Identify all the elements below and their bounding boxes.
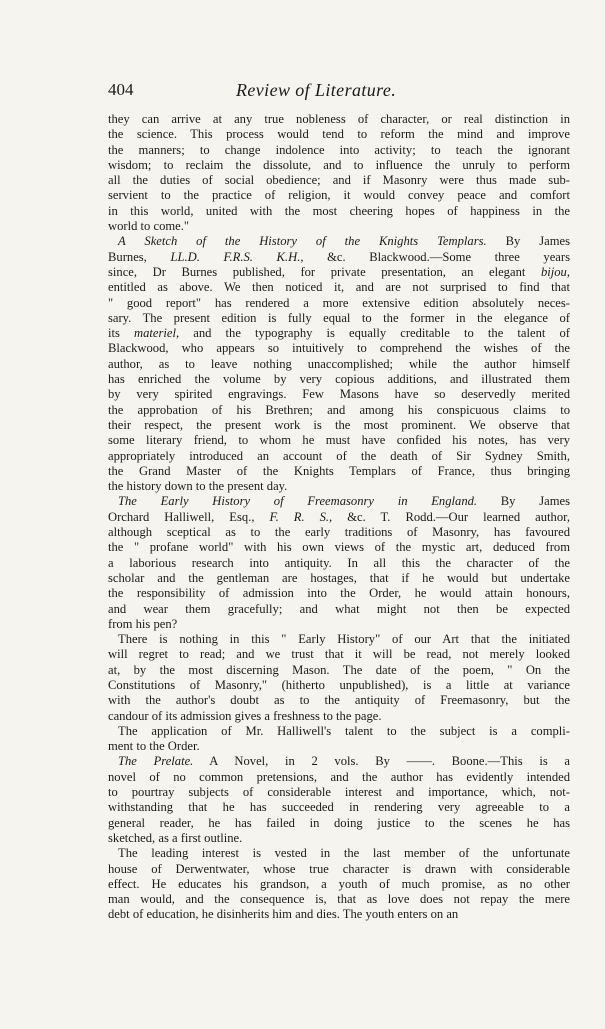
text-run: at, by the most discerning Mason. The date of the poem, " On the [108, 662, 570, 677]
text-run: although sceptical as to the early traditions of Masonry, has favoured [108, 525, 570, 540]
text-run: some literary friend, to whom he must have confided his notes, has very [108, 433, 570, 448]
text-line [108, 464, 570, 479]
text-line [108, 158, 570, 173]
text-run: sketched, as a first outline. [108, 830, 243, 845]
italic-run: The Early History of Freemasonry in England. [118, 494, 478, 509]
text-run: and the typography is equally creditable to the talent of [179, 326, 570, 341]
paragraph [108, 112, 570, 234]
text-line [108, 494, 570, 509]
text-line [108, 418, 570, 433]
italic-run: F. R. S., [269, 509, 333, 524]
text-run: " good report" has rendered a more extensive edition absolutely neces- [108, 295, 570, 310]
text-line [108, 525, 570, 540]
text-line [108, 204, 570, 219]
text-line [108, 647, 570, 662]
paragraph [108, 846, 570, 922]
text-run: from his pen? [108, 616, 178, 631]
text-run: its [108, 326, 135, 341]
running-title: Review of Literature. [236, 80, 397, 100]
text-run: the approbation of his Brethren; and among his conspicuous claims to [108, 402, 570, 417]
text-line [108, 540, 570, 555]
text-line [108, 846, 570, 861]
text-line [108, 433, 570, 448]
text-line [108, 693, 570, 708]
text-run: Blackwood, who appears so intuitively to comprehend the wishes of the [108, 341, 570, 356]
italic-run: A Sketch of the History of the Knights Templars. [118, 234, 487, 249]
paragraph [108, 724, 570, 755]
page-header [108, 80, 568, 102]
text-line [108, 586, 570, 601]
paragraph [108, 754, 570, 846]
text-line [108, 250, 570, 265]
text-line [108, 387, 570, 402]
text-line [108, 663, 570, 678]
text-line [108, 265, 570, 280]
text-line [108, 556, 570, 571]
text-run: a laborious research into antiquity. In all this the character of the [108, 555, 570, 570]
text-line [108, 372, 570, 387]
text-run: with the author's doubt as to the antiquity of Freemasonry, but the [108, 693, 570, 708]
text-run: has enriched the volume by very copious additions, and illustrated them [108, 372, 570, 387]
text-line [108, 862, 570, 877]
text-line [108, 357, 570, 372]
text-line [108, 678, 570, 693]
text-line [108, 449, 570, 464]
text-run: world to come." [108, 219, 190, 234]
text-line [108, 479, 570, 494]
text-line [108, 311, 570, 326]
text-run: By James [486, 234, 570, 249]
text-run: and wear them gracefully; and what might not then be expected [108, 601, 570, 616]
text-run: the science. This process would tend to reform the mind and improve [108, 127, 570, 142]
text-line [108, 800, 570, 815]
paragraph [108, 234, 570, 494]
text-run: There is nothing in this " Early History" of our Art that the initiated [118, 632, 570, 647]
text-line [108, 709, 570, 724]
text-line [108, 770, 570, 785]
text-run: scholar and the gentleman are hostages, that if he would but undertake [108, 570, 570, 585]
text-run: Orchard Halliwell, Esq., [108, 509, 270, 524]
text-run: general reader, he has failed in doing justice to the scenes he has [108, 815, 570, 830]
italic-run: bijou, [540, 264, 570, 279]
text-run: appropriately introduced an account of the death of Sir Sydney Smith, [108, 448, 570, 463]
text-line [108, 816, 570, 831]
text-line [108, 280, 570, 295]
text-line [108, 724, 570, 739]
text-line [108, 143, 570, 158]
text-run: house of Derwentwater, whose true character is drawn with considerable [108, 861, 570, 876]
text-line [108, 188, 570, 203]
text-run: man would, and the consequence is, that as love does not repay the mere [108, 892, 570, 907]
text-line [108, 341, 570, 356]
text-line [108, 571, 570, 586]
text-line [108, 296, 570, 311]
text-run: since, Dr Burnes published, for private presentation, an elegant [108, 264, 541, 279]
text-run: entitled as above. We then noticed it, and are not surprised to find that [108, 280, 570, 295]
text-run: debt of education, he disinherits him and dies. The youth enters on an [108, 907, 459, 922]
text-line [108, 127, 570, 142]
text-line [108, 112, 570, 127]
body-text [108, 112, 570, 923]
text-line [108, 219, 570, 234]
text-run: candour of its admission gives a freshness to the page. [108, 708, 382, 723]
text-run: withstanding that he has succeeded in rendering very agreeable to a [108, 800, 570, 815]
text-line [108, 877, 570, 892]
text-line [108, 831, 570, 846]
text-run: the Grand Master of the Knights Templars of France, thus bringing [108, 463, 570, 478]
text-run: author, as to leave nothing unaccomplished; while the author himself [108, 356, 570, 371]
text-line [108, 892, 570, 907]
text-line [108, 510, 570, 525]
text-line [108, 234, 570, 249]
text-run: wisdom; to reclaim the dissolute, and to influence the unruly to perform [108, 157, 570, 172]
text-run: the " profane world" with his own views of the mystic art, deduced from [108, 540, 570, 555]
text-run: in this world, united with the most cheering hopes of happiness in the [108, 203, 570, 218]
text-run: they can arrive at any true nobleness of character, or real distinction in [108, 112, 570, 126]
text-run: the manners; to change indolence into activity; to teach the ignorant [108, 142, 570, 157]
text-run: to pourtray subjects of considerable interest and importance, which, not- [108, 785, 570, 800]
text-run: &c. Blackwood.—Some three years [303, 249, 570, 264]
text-run: effect. He educates his grandson, a youth of much promise, as no other [108, 876, 570, 891]
text-run: will regret to read; and we trust that it will be read, not merely looked [108, 647, 570, 662]
text-line [108, 602, 570, 617]
text-run: the responsibility of admission into the Order, he would attain honours, [108, 586, 570, 601]
text-run: A Novel, in 2 vols. By ——. Boone.—This is a [193, 754, 570, 769]
text-run: their respect, the present work is the most prominent. We observe that [108, 417, 570, 432]
text-line [108, 754, 570, 769]
text-run: Constitutions of Masonry," (hitherto unpublished), is a little at variance [108, 677, 570, 692]
page-number: 404 [108, 80, 134, 99]
text-line [108, 173, 570, 188]
text-line [108, 632, 570, 647]
text-run: Burnes, [108, 249, 171, 264]
text-run: all the duties of social obedience; and if Masonry were thus made sub- [108, 173, 570, 188]
text-run: novel of no common pretensions, and the author has evidently intended [108, 769, 570, 784]
text-line [108, 403, 570, 418]
text-line [108, 739, 570, 754]
text-run: servient to the practice of religion, it would convey peace and comfort [108, 188, 570, 203]
text-run: sary. The present edition is fully equal to the former in the elegance of [108, 310, 570, 325]
italic-run: The Prelate. [118, 754, 194, 769]
text-run: ment to the Order. [108, 739, 200, 754]
text-run: The application of Mr. Halliwell's talent to the subject is a compli- [118, 723, 570, 738]
text-line [108, 617, 570, 632]
italic-run: LL.D. F.R.S. K.H., [170, 249, 304, 264]
text-run: the history down to the present day. [108, 479, 288, 494]
text-line [108, 326, 570, 341]
paragraph [108, 494, 570, 632]
paragraph [108, 632, 570, 724]
text-run: &c. T. Rodd.—Our learned author, [332, 509, 570, 524]
text-run: The leading interest is vested in the last member of the unfortunate [118, 846, 570, 861]
text-run: by very spirited engravings. Few Masons have so deservedly merited [108, 387, 570, 402]
italic-run: materiel, [134, 326, 180, 341]
text-line [108, 907, 570, 922]
text-line [108, 785, 570, 800]
text-run: By James [477, 494, 570, 509]
